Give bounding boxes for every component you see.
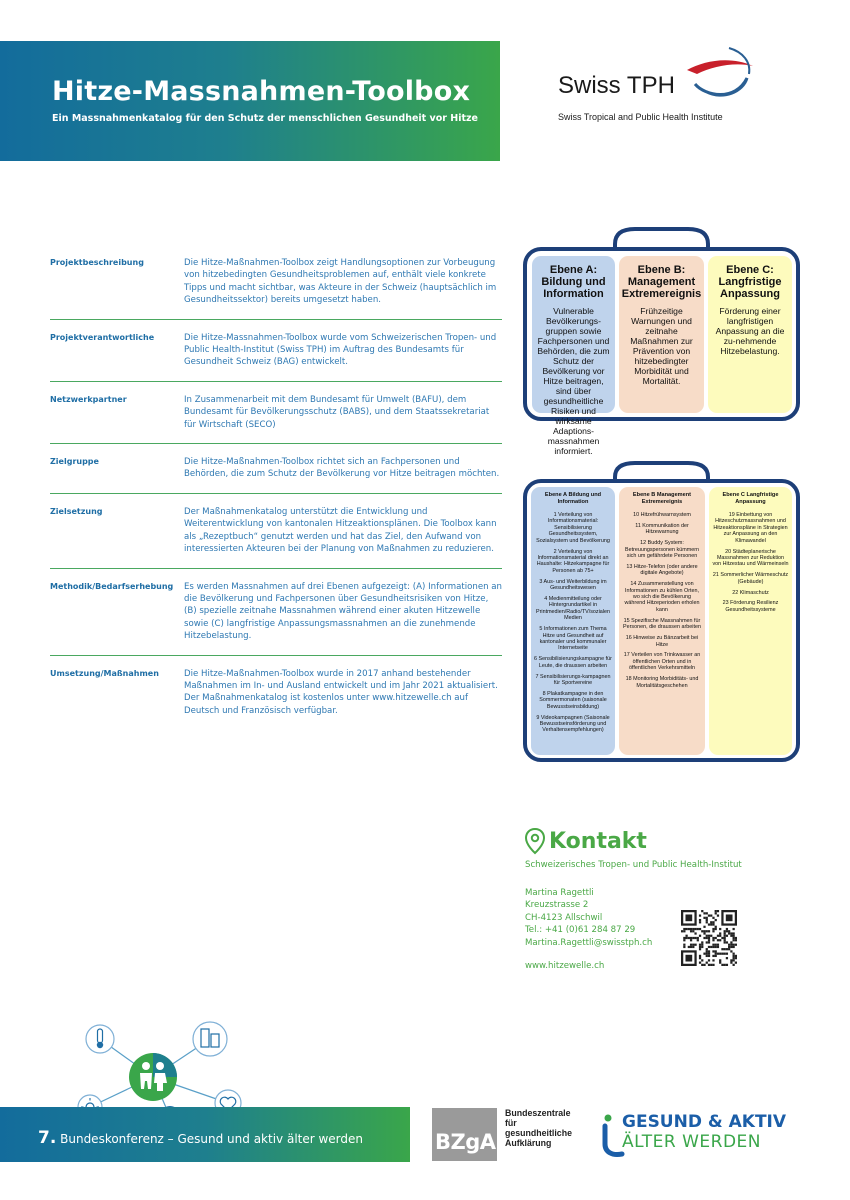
- row-label: Methodik/Bedarfserhebung: [50, 581, 174, 591]
- measure-item: 20 Städteplanerische Massnahmen zur Reduktion von Hitzestau und Wärmeinseln: [712, 548, 789, 568]
- conference-title: Bundeskonferenz – Gesund und aktiv älter werden: [60, 1132, 364, 1146]
- contact-name: Martina Ragettli: [525, 888, 594, 898]
- toolbox-diagram-measures: [523, 460, 800, 762]
- level-a-heading: Ebene A: Bildung und Information: [541, 264, 606, 300]
- tph-name: Swiss TPH: [558, 72, 675, 99]
- level-c-body: Förderung einer langfristigen Anpassung an die zu-nehmende Hitzebelastung.: [715, 306, 785, 356]
- bzga-line: Aufklärung: [505, 1138, 552, 1148]
- gesund-aktiv-line1: GESUND & AKTIV: [622, 1112, 787, 1132]
- measure-item: 7 Sensibilisierungs-kampagnen für Sportvereine: [535, 673, 611, 686]
- page-title: Hitze-Massnahmen-Toolbox: [52, 76, 471, 107]
- info-row: [50, 494, 502, 569]
- gesund-aktiv-swoosh-icon: [600, 1114, 624, 1158]
- bzga-line: für: [505, 1118, 517, 1128]
- measure-item: 19 Einbettung von Hitzeschutzmassnahmen und Hitzeaktionspläne in Strategien zur Anpassung an den Klimawandel: [713, 512, 788, 544]
- header-banner: [0, 41, 500, 161]
- contact-street: Kreuzstrasse 2: [525, 900, 589, 911]
- measure-item: 9 Videokampagnen (Saisonale Bewusstseinsförderung und Verhaltensempfehlungen): [536, 714, 610, 734]
- measure-item: 4 Medienmitteilung oder Hintergrundartikel in Printmedien/Radio/TV/sozialen Medien: [535, 595, 610, 622]
- level-a-column: [532, 256, 615, 456]
- level-c-column: [708, 256, 792, 413]
- measure-item: 11 Kommunikation der Hitzewarnung: [635, 522, 689, 536]
- contact-section: [525, 828, 785, 971]
- measure-item: 23 Förderung Resilienz Gesundheitssysteme: [722, 600, 779, 613]
- measure-item: 18 Monitoring Morbiditäts- und Mortalitätsgeschehen: [625, 676, 699, 689]
- measure-item: 6 Sensibilisierungskampagne für Leute, die draussen arbeiten: [534, 656, 612, 669]
- measures-c-heading: Ebene C Langfristige Anpassung: [722, 492, 779, 505]
- bzga-mark: BZgA: [435, 1130, 496, 1154]
- measure-item: 17 Verteilen von Trinkwasser an öffentlichen Orten und in öffentlichen Verkehrsmitteln: [623, 652, 701, 672]
- info-row: [50, 656, 502, 730]
- measures-a-column: [531, 487, 615, 755]
- gesund-aktiv-logo: [600, 1110, 810, 1160]
- row-text: Die Hitze-Maßnahmen-Toolbox richtet sich an Fachpersonen und Behörden, die zum Schutz der Bevölkerung vor Hitze beitragen möchten.: [184, 457, 500, 480]
- measure-item: 3 Aus- und Weiterbildung im Gesundheitswesen: [539, 578, 607, 592]
- measure-item: 14 Zusammenstellung von Informationen zu kühlen Orten, wo sich die Bevölkerung während Hitzeperioden erholen kann: [624, 581, 700, 613]
- tph-full-name: Swiss Tropical and Public Health Institute: [558, 112, 723, 122]
- level-c-heading: Ebene C: Langfristige Anpassung: [718, 264, 782, 300]
- bzga-line: Bundeszentrale: [505, 1108, 571, 1118]
- bzga-name: [505, 1108, 572, 1148]
- tph-swoosh-icon: [685, 44, 755, 104]
- row-text: Die Hitze-Maßnahmen-Toolbox zeigt Handlungsoptionen zur Vorbeugung von hitzebedingten Gesundheitsproblemen auf, enthält viele konkrete Tipps und macht sichtbar, was Akteure in der Schweiz (hauptsächlich im Gesundheitssektor) bereits umgesetzt haben.: [184, 258, 497, 306]
- gesund-aktiv-line2: ÄLTER WERDEN: [622, 1132, 762, 1152]
- info-row: [50, 569, 502, 656]
- measure-item: 16 Hinweise zu Bänzarbeit bei Hitze: [625, 635, 699, 648]
- info-row: [50, 245, 502, 320]
- bzga-logo: [432, 1108, 597, 1163]
- conference-banner: [0, 1107, 410, 1162]
- row-label: Umsetzung/Maßnahmen: [50, 668, 159, 678]
- contact-title: Kontakt: [549, 828, 647, 854]
- row-text: Es werden Massnahmen auf drei Ebenen aufgezeigt: (A) Informationen an die Bevölkerung und Fachpersonen über Gesundheitsrisiken von Hitze, (B) spezielle zeitnahe Massnahmen während einer akuten Hitzewelle sowie (C) langfristige Anpassungsmassnahmen an die zunehmende Hitzebelastung.: [184, 581, 503, 642]
- measure-item: 12 Buddy System: Betreuungspersonen kümmern sich um gefährdete Personen: [624, 540, 699, 560]
- row-label: Projektbeschreibung: [50, 258, 144, 267]
- contact-website-link[interactable]: www.hitzewelle.ch: [525, 961, 605, 972]
- measure-item: 22 Klimaschutz: [732, 589, 769, 596]
- info-table: [50, 245, 502, 729]
- row-text: Der Maßnahmenkatalog unterstützt die Entwicklung und Weiterentwicklung von kantonalen Hitzeaktionsplänen. Die Toolbox kann als „Rezeptbuch“ genutzt werden und hat das Ziel, den Aufwand von interessierten Akteuren bei der Planung von Maßnahmen zu reduzieren.: [184, 506, 497, 555]
- measures-b-column: [619, 487, 705, 755]
- contact-phone[interactable]: Tel.: +41 (0)61 284 87 29: [525, 925, 636, 936]
- measures-b-heading: Ebene B Management Extremereignis: [632, 492, 692, 505]
- buildings-icon: [193, 1022, 227, 1056]
- level-b-column: [619, 256, 704, 413]
- contact-city: CH-4123 Allschwil: [525, 912, 603, 923]
- qr-code-icon[interactable]: [681, 910, 737, 966]
- measure-item: 21 Sommerlicher Wärmeschutz (Gebäude): [712, 572, 789, 585]
- info-row: [50, 320, 502, 382]
- row-text: Die Hitze-Maßnahmen-Toolbox wurde in 2017 anhand bestehender Maßnahmen im In- und Ausland entwickelt und im Jahr 2021 aktualisiert. Der Maßnahmenkatalog ist kostenlos unter www.hitzewelle.ch auf Deutsch und Französisch verfügbar.: [184, 668, 498, 716]
- row-label: Zielsetzung: [50, 506, 103, 516]
- contact-organisation: Schweizerisches Tropen- und Public Health-Institut: [525, 860, 742, 870]
- measure-item: 2 Verteilung von Informationsmaterial direkt an Haushalte: Hitzekampagne für Personen ab 75+: [536, 548, 610, 574]
- measures-a-heading: Ebene A Bildung und Information: [544, 492, 602, 505]
- info-row: [50, 382, 502, 444]
- measures-c-column: [709, 487, 792, 755]
- info-row: [50, 444, 502, 494]
- level-a-body: Vulnerable Bevölkerungs-gruppen sowie Fachpersonen und Behörden, die zum Schutz der Bevölkerung vor Hitze beitragen, sind über gesundheitliche Risiken und wirksame Adaptions-massnahmen informiert.: [537, 306, 610, 456]
- page-subtitle: Ein Massnahmenkatalog für den Schutz der menschlichen Gesundheit vor Hitze: [52, 113, 478, 124]
- row-label: Projektverantwortliche: [50, 332, 155, 342]
- row-text: Die Hitze-Massnahmen-Toolbox wurde vom Schweizerischen Tropen- und Public Health-Institut (Swiss TPH) im Auftrag des Bundesamts für Gesundheit Schweiz (BAG) entwickelt.: [184, 332, 497, 368]
- measure-item: 1 Verteilung von Informationsmaterial: Sensibilisierung Gesundheitssystem, Sozialsystem und Bevölkerung: [536, 512, 610, 544]
- bzga-mark-box: [432, 1108, 497, 1161]
- contact-email[interactable]: Martina.Ragettli@swisstph.ch: [525, 937, 653, 948]
- swiss-tph-logo: [555, 44, 755, 129]
- row-label: Zielgruppe: [50, 457, 99, 467]
- bzga-line: gesundheitliche: [505, 1128, 572, 1138]
- measure-item: 13 Hitze-Telefon (oder andere digitale Angebote): [626, 563, 698, 577]
- level-b-heading: Ebene B: Management Extremereignis: [621, 264, 702, 300]
- conference-number: 7.: [38, 1128, 57, 1148]
- row-text: In Zusammenarbeit mit dem Bundesamt für Umwelt (BAFU), dem Bundesamt für Bevölkerungsschutz (BABS), und dem Staatssekretariat für Wirtschaft (SECO): [184, 394, 490, 430]
- measure-item: 10 Hitzefrühwarnsystem: [633, 512, 691, 518]
- location-pin-icon: [525, 828, 545, 854]
- level-b-body: Frühzeitige Warnungen und zeitnahe Maßnahmen zur Prävention von hitzebedingter Morbidität und Mortalität.: [630, 306, 693, 386]
- toolbox-diagram-overview: [523, 226, 800, 456]
- row-label: Netzwerkpartner: [50, 394, 127, 404]
- measure-item: 5 Informationen zum Thema Hitze und Gesundheit auf kantonaler und kommunaler Internetseite: [539, 626, 607, 652]
- measure-item: 15 Spezifische Massnahmen für Personen, die draussen arbeiten: [623, 617, 701, 631]
- measure-item: 8 Plakatkampagne in den Sommermonaten (saisonale Bewusstseinsbildung): [539, 690, 607, 710]
